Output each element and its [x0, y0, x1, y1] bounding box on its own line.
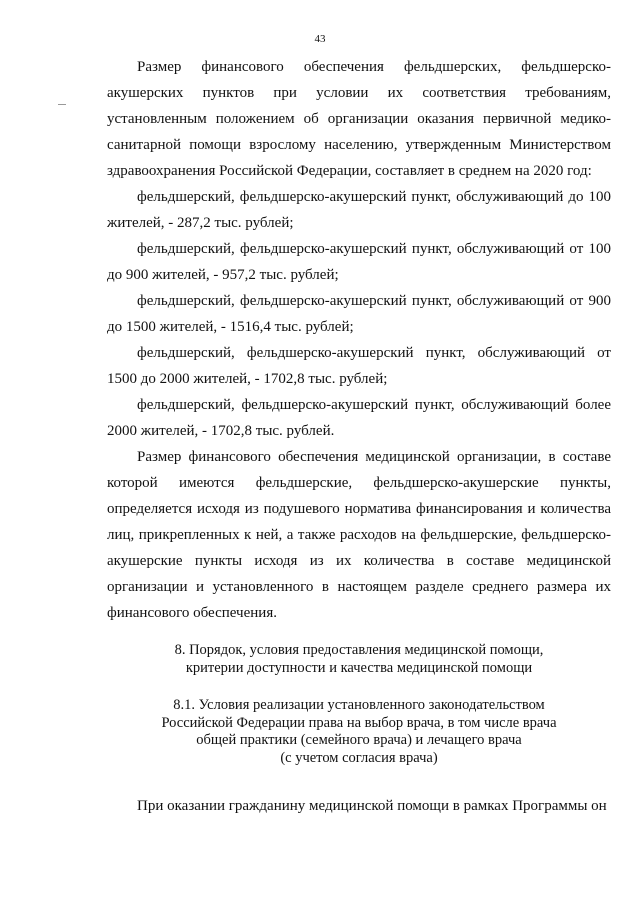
- section-8-1-heading-line: 8.1. Условия реализации установленного законодательством: [173, 697, 545, 713]
- paragraph-funding-organization: Размер финансового обеспечения медицинской организации, в составе которой имеются фельдшерские, фельдшерско-акушерские пункты, определяется исходя из подушевого норматива финансирования и количества лиц, прикрепленных к ней, а также расходов на фельдшерские, фельдшерско-акушерские пункты исходя из их количества в составе медицинской организации и установленного в настоящем разделе среднего размера их финансового обеспечения.: [107, 449, 611, 621]
- section-8-heading: [107, 642, 611, 677]
- list-item-fap-over-2000: фельдшерский, фельдшерско-акушерский пункт, обслуживающий более 2000 жителей, - 1702,8 тыс. рублей.: [107, 397, 611, 439]
- section-8-1-heading-line: Российской Федерации права на выбор врача, в том числе врача: [161, 714, 557, 731]
- list-item-fap-900-1500: фельдшерский, фельдшерско-акушерский пункт, обслуживающий от 900 до 1500 жителей, - 1516,4 тыс. рублей;: [107, 293, 611, 335]
- section-8-heading-line: критерии доступности и качества медицинской помощи: [185, 659, 533, 676]
- paragraph-program-care: При оказании гражданину медицинской помощи в рамках Программы он: [137, 798, 607, 814]
- margin-mark: [58, 104, 66, 105]
- section-8-1-heading-line: (с учетом согласия врача): [280, 749, 438, 766]
- paragraph-funding-fap: Размер финансового обеспечения фельдшерских, фельдшерско-акушерских пунктов при условии их соответствия требованиям, установленным положением об организации оказания первичной медико-санитарной помощи взрослому населению, утвержденным Министерством здравоохранения Российской Федерации, составляет в среднем на 2020 год:: [107, 59, 611, 179]
- list-item-fap-1500-2000: фельдшерский, фельдшерско-акушерский пункт, обслуживающий от 1500 до 2000 жителей, - 1702,8 тыс. рублей;: [107, 345, 611, 387]
- list-item-fap-100-900: фельдшерский, фельдшерско-акушерский пункт, обслуживающий от 100 до 900 жителей, - 957,2 тыс. рублей;: [107, 241, 611, 283]
- list-item-fap-up-to-100: фельдшерский, фельдшерско-акушерский пункт, обслуживающий до 100 жителей, - 287,2 тыс. рублей;: [107, 189, 611, 231]
- section-8-1-heading: [107, 697, 611, 767]
- section-8-1-heading-line: общей практики (семейного врача) и лечащего врача: [196, 732, 522, 748]
- page-number: 43: [314, 33, 326, 45]
- section-8-heading-line: 8. Порядок, условия предоставления медицинской помощи,: [174, 642, 544, 658]
- document-body: [107, 54, 611, 819]
